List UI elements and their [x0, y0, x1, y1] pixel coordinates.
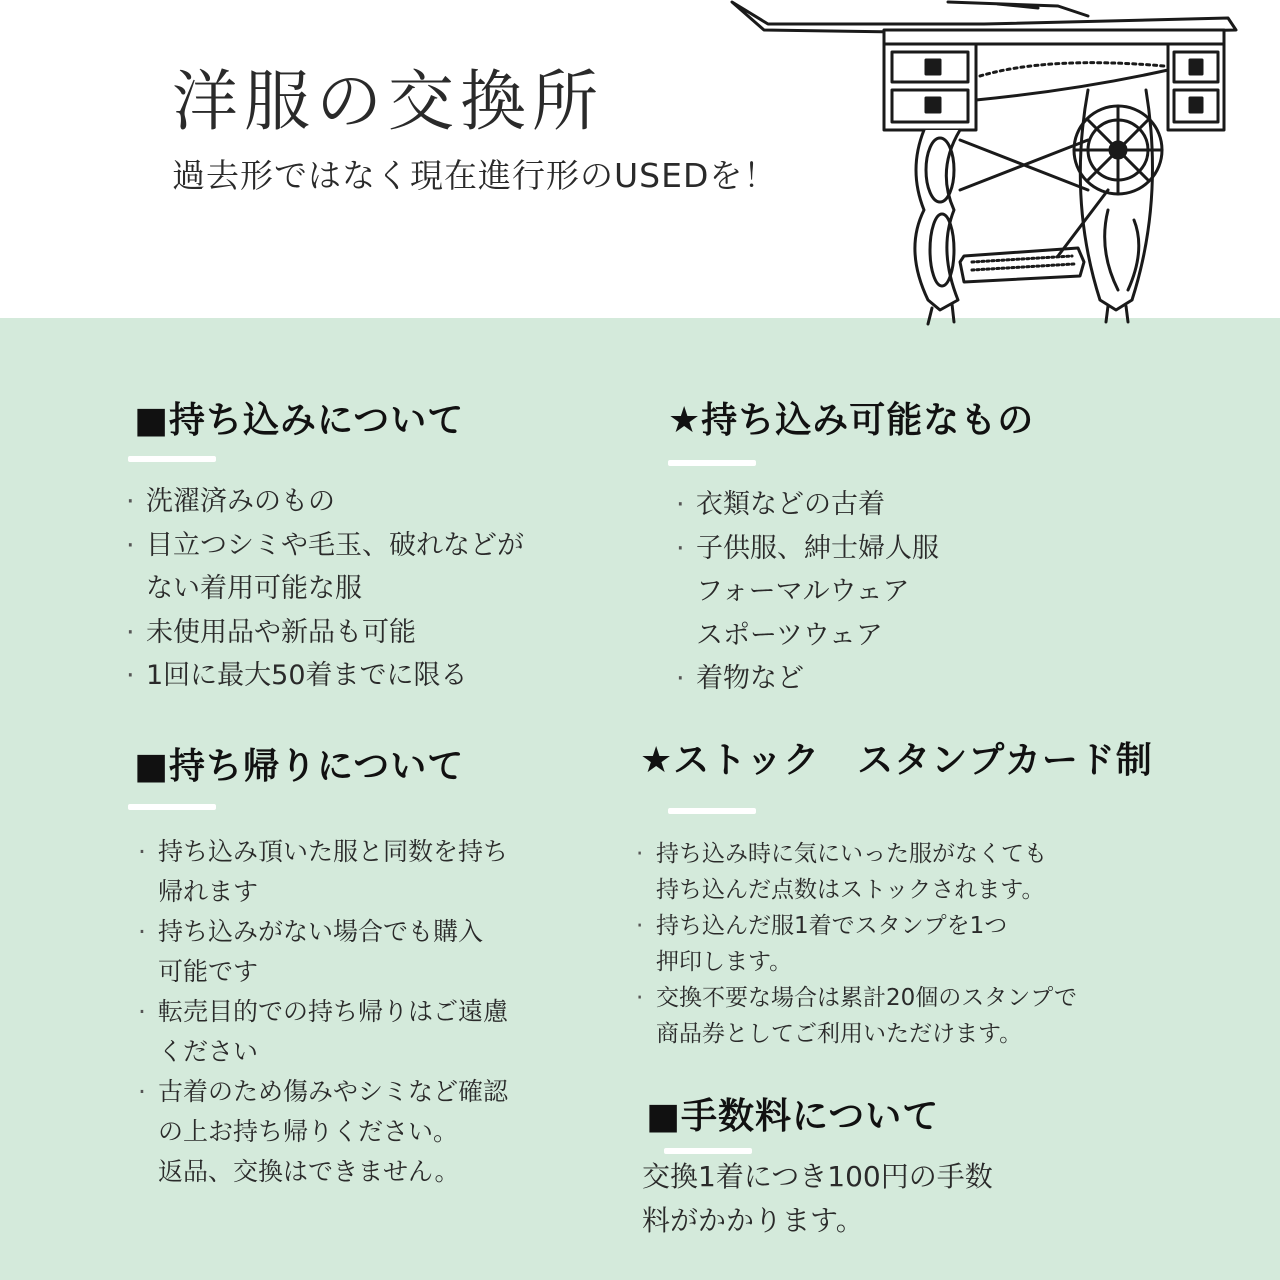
list-item: · 持ち込み頂いた服と同数を持ち — [138, 837, 509, 866]
page-subtitle: 過去形ではなく現在進行形のUSEDを！ — [172, 156, 778, 195]
list-item: · 子供服、紳士婦人服 — [676, 532, 939, 564]
bring-in-list — [126, 480, 524, 698]
fee-heading: ■手数料について — [646, 1096, 940, 1137]
stock-card-heading: ★ストック スタンプカード制 — [640, 740, 1153, 781]
list-item: · 交換不要な場合は累計20個のスタンプで — [636, 985, 1077, 1011]
list-item-cont: スポーツウェア — [696, 619, 883, 651]
list-item: · 衣類などの古着 — [676, 489, 885, 520]
fee-description: 交換1着につき100円の手数 料がかかります。 — [642, 1160, 993, 1237]
list-item: · 1回に最大50着までに限る — [126, 660, 468, 691]
list-item: · 持ち込んだ服1着でスタンプを1つ — [636, 913, 1008, 939]
list-item: · 持ち込み時に気にいった服がなくても — [636, 841, 1047, 867]
list-item: · 未使用品や新品も可能 — [126, 616, 416, 648]
list-item-cont: フォーマルウェア — [696, 576, 910, 607]
list-item: · 持ち込みがない場合でも購入 — [138, 917, 484, 946]
list-item-cont: の上お持ち帰りください。 — [158, 1117, 459, 1146]
list-item-cont: 可能です — [158, 957, 259, 986]
page-title: 洋服の交換所 — [172, 63, 604, 140]
list-item-cont: ない着用可能な服 — [146, 573, 362, 604]
list-item: · 転売目的での持ち帰りはご遠慮 — [138, 997, 509, 1026]
list-item: · 古着のため傷みやシミなど確認 — [138, 1077, 509, 1106]
list-item-cont: ください — [158, 1037, 259, 1066]
bring-in-heading: ■持ち込みについて — [134, 400, 465, 441]
list-item: · 目立つシミや毛玉、破れなどが — [126, 529, 524, 561]
take-home-list — [138, 832, 508, 1192]
list-item-cont: 商品券としてご利用いただけます。 — [656, 1021, 1023, 1047]
sewing-machine-icon — [728, 0, 1240, 328]
bring-in-underline — [128, 456, 216, 462]
take-home-heading: ■持ち帰りについて — [134, 746, 465, 787]
allowed-items-heading: ★持ち込み可能なもの — [668, 400, 1035, 441]
list-item-cont: 押印します。 — [656, 949, 793, 975]
allowed-items-underline — [668, 460, 756, 466]
stock-card-underline — [668, 808, 756, 814]
list-item: · 着物など — [676, 663, 804, 694]
list-item-cont: 返品、交換はできません。 — [158, 1157, 460, 1186]
list-item-cont: 帰れます — [158, 877, 259, 906]
stock-card-list — [636, 836, 1077, 1052]
allowed-items-list — [676, 483, 939, 701]
fee-underline — [664, 1148, 752, 1154]
list-item: · 洗濯済みのもの — [126, 486, 335, 517]
take-home-underline — [128, 804, 216, 810]
list-item-cont: 持ち込んだ点数はストックされます。 — [656, 877, 1045, 903]
